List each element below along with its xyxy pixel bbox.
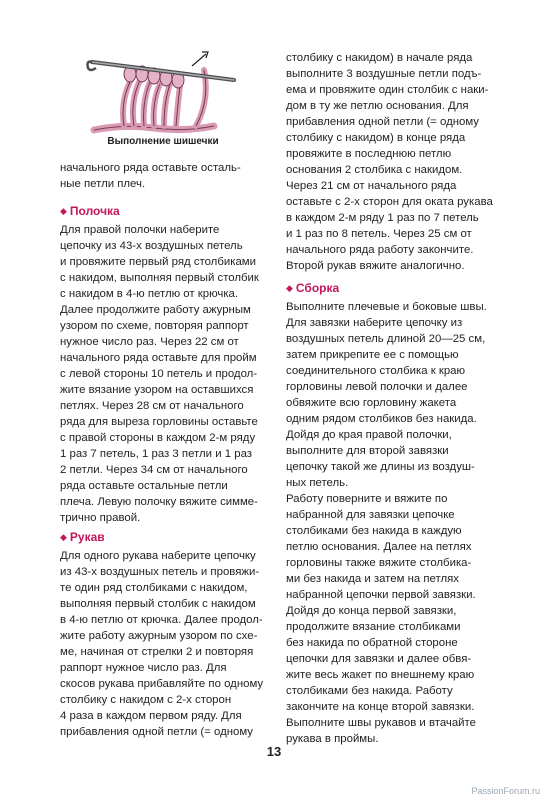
text-line: Для одного рукава наберите цепочку xyxy=(60,550,256,562)
text-line: рукава в проймы. xyxy=(286,733,379,745)
text-line: Выполните плечевые и боковые швы. xyxy=(286,301,487,313)
text-line: одним рядом столбиков без накида. xyxy=(286,413,477,425)
text-line: без накида по обратной стороне xyxy=(286,637,458,649)
text-line: и провяжите первый ряд столбиками xyxy=(60,256,256,268)
text-line: выполните 3 воздушные петли подъ- xyxy=(286,68,482,80)
crochet-illustration xyxy=(84,40,244,142)
text-line: соединительного столбика к краю xyxy=(286,365,466,377)
text-line: Второй рукав вяжите аналогично. xyxy=(286,260,465,272)
text-line: с накидом в 4-ю петлю от крючка. xyxy=(60,288,239,300)
text-line: раппорт нужное число раз. Для xyxy=(60,662,227,674)
text-line: те один ряд столбиками с накидом, xyxy=(60,582,248,594)
text-line: цепочку такой же длины из воздуш- xyxy=(286,461,475,473)
text-line: в 4-ю петлю от крючка. Далее продол- xyxy=(60,614,263,626)
text-line: столбиками без накида. Работу xyxy=(286,685,453,697)
text-line: Для правой полочки наберите xyxy=(60,224,220,236)
text-line: столбику с накидом) в конце ряда xyxy=(286,132,466,144)
text-line: ных петель. xyxy=(286,477,349,489)
text-line: ми без накида и затем на петлях xyxy=(286,573,459,585)
text-line: из 43-х воздушных петель и провяжи- xyxy=(60,566,260,578)
text-line: ные петли плеч. xyxy=(60,178,146,190)
diamond-icon: ◆ xyxy=(286,283,293,293)
text-line: столбиками без накида в каждую xyxy=(286,525,462,537)
text-line: плеча. Левую полочку вяжите симме- xyxy=(60,496,258,508)
text-line: ряда оставьте остальные петли xyxy=(60,480,228,492)
figure-caption: Выполнение шишечки xyxy=(107,136,219,147)
text-line: ряда для выреза горловины оставьте xyxy=(60,416,258,428)
text-line: жите работу ажурным узором по схе- xyxy=(60,630,258,642)
text-line: Через 21 см от начального ряда xyxy=(286,180,457,192)
text-line: выполняя первый столбик с накидом xyxy=(60,598,256,610)
text-line: трично правой. xyxy=(60,512,141,524)
text-line: жите весь жакет по внешнему краю xyxy=(286,669,475,681)
text-line: Выполните швы рукавов и втачайте xyxy=(286,717,476,729)
text-line: Дойдя до конца первой завязки, xyxy=(286,605,457,617)
text-line: с левой стороны 10 петель и продол- xyxy=(60,368,258,380)
section-heading-polochka: ◆ Полочка xyxy=(60,204,120,218)
text-line: начального ряда оставьте осталь- xyxy=(60,162,241,174)
watermark: PassionForum.ru xyxy=(471,786,540,796)
text-line: основания 2 столбика с накидом. xyxy=(286,164,463,176)
text-line: с накидом, выполняя первый столбик xyxy=(60,272,259,284)
text-line: продолжите вязание столбиками xyxy=(286,621,461,633)
text-line: горловины также вяжите столбика- xyxy=(286,557,472,569)
text-line: набранной для завязки цепочке xyxy=(286,509,455,521)
text-line: Далее продолжите работу ажурным xyxy=(60,304,251,316)
text-line: скосов рукава прибавляйте по одному xyxy=(60,678,264,690)
text-line: начального ряда работу закончите. xyxy=(286,244,474,256)
text-line: жите вязание узором на оставшихся xyxy=(60,384,254,396)
text-line: Для завязки наберите цепочку из xyxy=(286,317,463,329)
text-line: с правой стороны в каждом 2-м ряду xyxy=(60,432,256,444)
text-line: в каждом 2-м ряду 1 раз по 7 петель xyxy=(286,212,479,224)
text-line: горловины левой полочки и далее xyxy=(286,381,468,393)
text-line: набранной цепочки первой завязки. xyxy=(286,589,476,601)
text-line: столбику с накидом с 2-х сторон xyxy=(60,694,232,706)
text-line: Работу поверните и вяжите по xyxy=(286,493,448,505)
text-line: 1 раз 7 петель, 1 раз 3 петли и 1 раз xyxy=(60,448,252,460)
text-line: петлю основания. Далее на петлях xyxy=(286,541,472,553)
text-line: ема и провяжите один столбик с наки- xyxy=(286,84,489,96)
text-line: выполните для второй завязки xyxy=(286,445,449,457)
text-line: начального ряда оставьте для пройм xyxy=(60,352,257,364)
text-line: провяжите в последнюю петлю xyxy=(286,148,452,160)
text-line: дом в ту же петлю основания. Для xyxy=(286,100,469,112)
text-line: петлях. Через 28 см от начального xyxy=(60,400,244,412)
text-line: цепочку из 43-х воздушных петель xyxy=(60,240,243,252)
text-line: 4 раза в каждом первом ряду. Для xyxy=(60,710,242,722)
text-line: нужное число раз. Через 22 см от xyxy=(60,336,239,348)
text-line: цепочки для завязки и далее обвя- xyxy=(286,653,472,665)
section-heading-rukav: ◆ Рукав xyxy=(60,530,105,544)
text-line: Дойдя до края правой полочки, xyxy=(286,429,452,441)
text-line: затем прикрепите ее с помощью xyxy=(286,349,459,361)
diamond-icon: ◆ xyxy=(60,206,67,216)
text-line: прибавления одной петли (= одному xyxy=(286,116,479,128)
text-line: и 1 раз по 8 петель. Через 25 см от xyxy=(286,228,472,240)
section-heading-sborka: ◆ Сборка xyxy=(286,281,340,295)
text-line: прибавления одной петли (= одному xyxy=(60,726,253,738)
diamond-icon: ◆ xyxy=(60,532,67,542)
text-line: обвяжите всю горловину жакета xyxy=(286,397,457,409)
text-line: закончите на конце второй завязки. xyxy=(286,701,475,713)
text-line: ме, начиная от стрелки 2 и повторяя xyxy=(60,646,254,658)
text-line: 2 петли. Через 34 см от начального xyxy=(60,464,248,476)
crochet-hook-icon xyxy=(84,40,244,142)
text-line: столбику с накидом) в начале ряда xyxy=(286,52,473,64)
text-line: узором по схеме, повторяя раппорт xyxy=(60,320,249,332)
page-number: 13 xyxy=(266,744,282,759)
text-line: оставьте с 2-х сторон для оката рукава xyxy=(286,196,493,208)
text-line: воздушных петель длиной 20—25 см, xyxy=(286,333,486,345)
